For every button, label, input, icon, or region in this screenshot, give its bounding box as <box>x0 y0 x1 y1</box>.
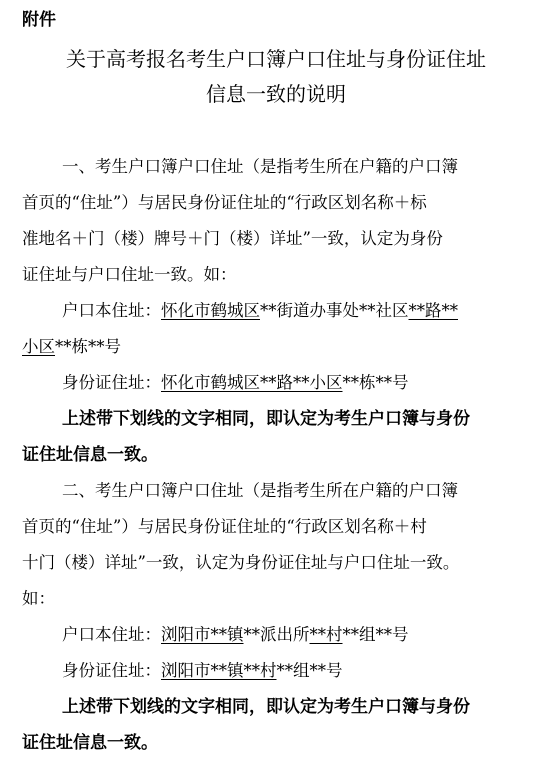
section2-hukou-address <box>0 619 552 651</box>
section2-hukou-plain-1: **派出所 <box>243 625 310 644</box>
document-title-line-1: 关于高考报名考生户口簿户口住址与身份证住址 <box>66 47 486 71</box>
section1-hukou-plain-2: **栋**号 <box>55 337 121 356</box>
attachment-label: 附件 <box>22 10 56 30</box>
section1-hukou-address <box>0 295 552 327</box>
section2-conclusion-line-2: 证住址信息一致。 <box>22 733 158 753</box>
section1-paragraph-line-3: 准地名＋门（楼）牌号＋门（楼）详址”一致，认定为身份 <box>22 229 443 248</box>
section2-id-underlined: 浏阳市**镇**村 <box>161 661 277 680</box>
section1-paragraph-line-4: 证住址与户口住址一致。如： <box>22 265 237 284</box>
section2-id-label: 身份证住址： <box>62 661 161 680</box>
section1-id-label: 身份证住址： <box>62 373 161 392</box>
section1-paragraph-line-1: 一、考生户口簿户口住址（是指考生所在户籍的户口簿 <box>62 157 458 176</box>
section2-id-address <box>0 655 552 687</box>
section1-conclusion-line-1: 上述带下划线的文字相同，即认定为考生户口簿与身份 <box>62 409 470 429</box>
section1-hukou-label: 户口本住址： <box>62 301 161 320</box>
section1-id-plain: **栋**号 <box>342 373 409 392</box>
section1-hukou-underlined-2: **路** <box>408 301 458 320</box>
section1-hukou-address-cont <box>0 331 552 363</box>
section1-hukou-plain-1: **街道办事处**社区 <box>260 301 409 320</box>
section2-id-plain: **组**号 <box>276 661 343 680</box>
section1-hukou-underlined-1: 怀化市鹤城区 <box>161 301 260 320</box>
section2-hukou-plain-2: **组**号 <box>342 625 409 644</box>
section1-id-address <box>0 367 552 399</box>
section2-hukou-label: 户口本住址： <box>62 625 161 644</box>
section2-paragraph-line-1: 二、考生户口簿户口住址（是指考生所在户籍的户口簿 <box>62 481 458 500</box>
section1-id-underlined: 怀化市鹤城区**路**小区 <box>161 373 343 392</box>
section2-paragraph-line-3: 十门（楼）详址”一致，认定为身份证住址与户口住址一致。 <box>22 553 460 572</box>
section1-paragraph-line-2: 首页的“住址”）与居民身份证住址的“行政区划名称＋标 <box>22 193 427 212</box>
section2-hukou-underlined-1: 浏阳市**镇 <box>161 625 244 644</box>
section2-hukou-underlined-2: **村 <box>309 625 343 644</box>
section2-conclusion-line-1: 上述带下划线的文字相同，即认定为考生户口簿与身份 <box>62 697 470 717</box>
document-title-line-2: 信息一致的说明 <box>206 82 346 106</box>
section2-paragraph-line-4: 如： <box>22 589 55 608</box>
section1-hukou-underlined-3: 小区 <box>22 337 55 356</box>
section1-conclusion-line-2: 证住址信息一致。 <box>22 445 158 465</box>
section2-paragraph-line-2: 首页的“住址”）与居民身份证住址的“行政区划名称＋村 <box>22 517 427 536</box>
